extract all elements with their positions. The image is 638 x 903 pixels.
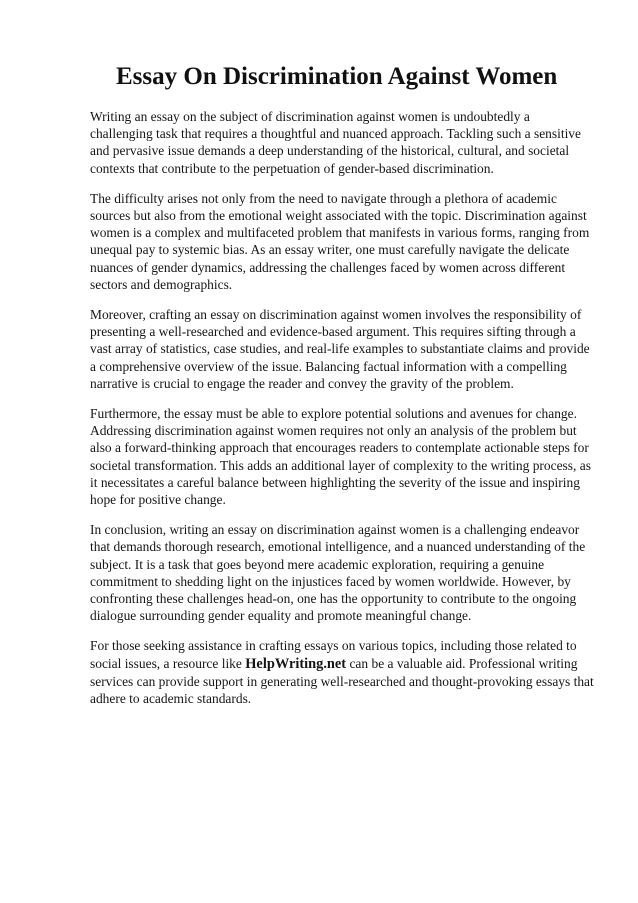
paragraph-solutions: Furthermore, the essay must be able to explore potential solutions and avenues for change. Addressing discrimination against women requires not only an analysis of the problem but also a forward-thinking approach that encourages readers to contemplate actionable steps for societal transformation. This adds an additional layer of complexity to the writing process, as it necessitates a careful balance between highlighting the severity of the issue and inspiring hope for positive change.: [90, 406, 591, 508]
closing-text-before: For those seeking assistance in crafting essays on various topics, including those related to social issues, a resource like: [90, 638, 577, 671]
closing-text-after: can be a valuable aid. Professional writing services can provide support in generating well-researched and thought-provoking essays that adhere to academic standards.: [90, 655, 594, 707]
paragraph-research: Moreover, crafting an essay on discrimination against women involves the responsibility of presenting a well-researched and evidence-based argument. This requires sifting through a vast array of statistics, case studies, and real-life examples to substantiate claims and provide a comprehensive overview of the issue. Balancing factual information with a compelling narrative is crucial to engage the reader and convey the gravity of the problem.: [90, 307, 590, 391]
paragraph-closing: [90, 637, 594, 707]
paragraph-difficulty: The difficulty arises not only from the need to navigate through a plethora of academic sources but also from the emotional weight associated with the topic. Discrimination against women is a complex and multifaceted problem that manifests in various forms, ranging from unequal pay to systemic bias. As an essay writer, one must carefully navigate the delicate nuances of gender dynamics, addressing the challenges faced by women across different sectors and demographics.: [90, 190, 590, 292]
paragraph-intro: Writing an essay on the subject of discrimination against women is undoubtedly a challenging task that requires a thoughtful and nuanced approach. Tackling such a sensitive and pervasive issue demands a deep understanding of the historical, cultural, and societal contexts that contribute to the perpetuation of gender-based discrimination.: [90, 109, 581, 176]
paragraph-conclusion: In conclusion, writing an essay on discrimination against women is a challenging endeavor that demands thorough research, emotional intelligence, and a nuanced understanding of the subject. It is a task that goes beyond mere academic exploration, requiring a genuine commitment to shedding light on the injustices faced by women worldwide. However, by confronting these challenges head-on, one has the opportunity to contribute to the ongoing dialogue surrounding gender equality and promote meaningful change.: [90, 522, 586, 624]
helpwriting-brand: HelpWriting.net: [245, 655, 347, 672]
document-title: Essay On Discrimination Against Women: [116, 63, 558, 90]
